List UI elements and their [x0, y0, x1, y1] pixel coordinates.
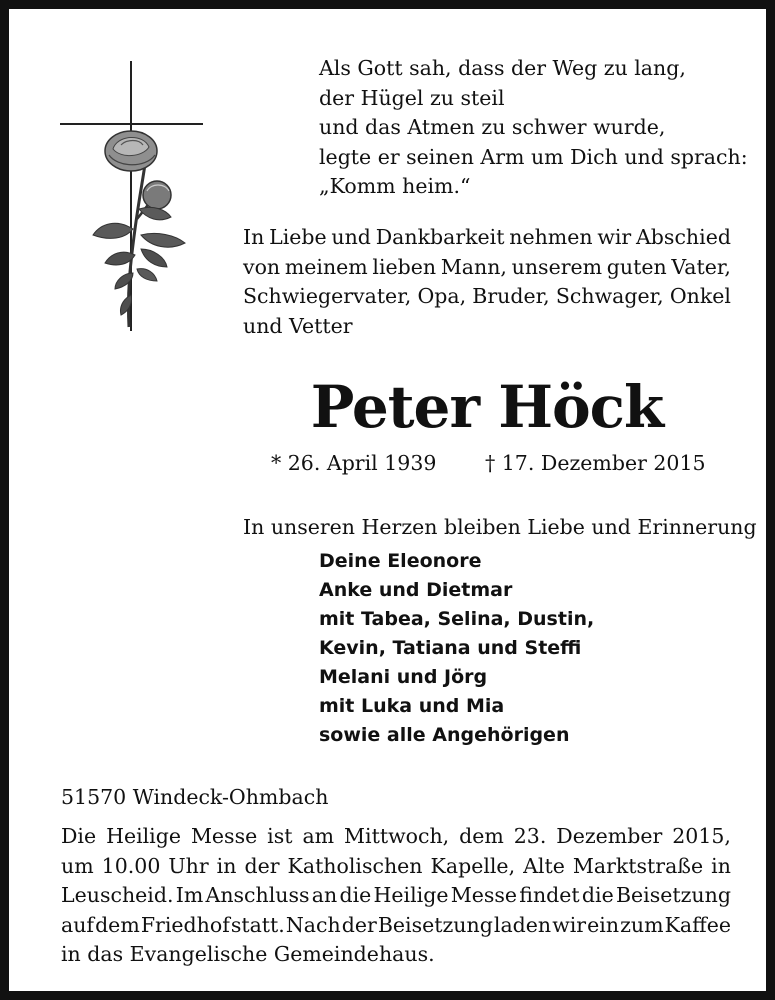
word: Schwager,	[555, 284, 664, 308]
birth-date: * 26. April 1939	[271, 451, 437, 475]
word: Marktstraße	[572, 853, 704, 878]
family-line: Anke und Dietmar	[319, 579, 513, 601]
word: Die	[61, 824, 97, 848]
place-line: 51570 Windeck-Ohmbach	[61, 785, 329, 809]
word: Kapelle,	[430, 853, 516, 878]
poem-line: der Hügel zu steil	[319, 85, 505, 110]
word: Leuscheid.	[61, 883, 174, 907]
family-line: Kevin, Tatiana und Steffi	[319, 637, 582, 659]
word: Heilige	[106, 824, 181, 848]
word: um	[61, 853, 94, 878]
word: Bruder,	[472, 284, 550, 308]
word: die	[581, 883, 614, 907]
word: Messe	[450, 883, 518, 907]
word: in	[711, 853, 731, 878]
family-line: Melani und Jörg	[319, 666, 488, 688]
word: Dankbarkeit	[375, 225, 505, 249]
intro-line	[243, 282, 731, 312]
intro-line	[243, 253, 731, 283]
word: Vater,	[671, 254, 731, 279]
word: Nach	[285, 912, 341, 937]
poem-line: legte er seinen Arm um Dich und sprach:	[319, 144, 748, 169]
family-line: mit Luka und Mia	[319, 695, 505, 717]
word: Dezember	[556, 824, 663, 848]
word: Opa,	[417, 284, 467, 308]
word: Kaffee	[664, 912, 731, 937]
word: Mittwoch,	[344, 824, 450, 848]
word: Anschluss	[205, 883, 310, 907]
word: dem	[459, 824, 504, 848]
word: meinem	[284, 254, 368, 279]
service-info	[61, 822, 731, 970]
word: nehmen	[509, 225, 593, 249]
farewell-intro	[243, 223, 731, 341]
word: laden	[493, 912, 552, 937]
service-line	[61, 881, 731, 911]
word: ein	[587, 912, 620, 937]
word: Messe	[190, 824, 258, 848]
word: Beisetzung	[377, 912, 493, 937]
word: Beisetzung	[615, 883, 731, 907]
cross-with-rose-icon	[57, 59, 207, 339]
word: unserem	[511, 254, 603, 279]
word: der	[244, 853, 280, 878]
word: Katholischen	[287, 853, 423, 878]
word: Mann,	[440, 254, 507, 279]
word: am	[302, 824, 335, 848]
word: Im	[175, 883, 204, 907]
word: Uhr	[168, 853, 209, 878]
word: und	[331, 225, 371, 249]
word: von	[243, 254, 281, 279]
intro-line: und Vetter	[243, 313, 353, 338]
poem-line: „Komm heim.“	[319, 174, 471, 198]
word: der	[341, 912, 377, 937]
word: statt.	[230, 912, 285, 937]
deceased-name: Peter Höck	[310, 373, 664, 441]
word: Schwiegervater,	[243, 284, 412, 308]
word: Abschied	[636, 225, 731, 249]
word: In	[243, 225, 265, 249]
word: die	[339, 883, 372, 907]
family-list	[319, 547, 739, 750]
word: 23.	[513, 824, 547, 848]
word: ist	[267, 824, 293, 848]
family-line: Deine Eleonore	[319, 550, 482, 572]
service-line: in das Evangelische Gemeindehaus.	[61, 942, 435, 966]
word: an	[311, 883, 338, 907]
word: 2015,	[672, 824, 731, 848]
word: Onkel	[669, 284, 731, 308]
word: zum	[620, 912, 664, 937]
word: auf	[61, 912, 95, 937]
word: wir	[552, 912, 587, 937]
word: Liebe	[269, 225, 327, 249]
word: Friedhof	[140, 912, 230, 937]
word: in	[216, 853, 237, 878]
intro-line	[243, 223, 731, 253]
word: lieben	[372, 254, 437, 279]
word: Alte	[523, 853, 565, 878]
service-line	[61, 852, 731, 882]
poem-line: und das Atmen zu schwer wurde,	[319, 115, 666, 139]
poem-line: Als Gott sah, dass der Weg zu lang,	[319, 56, 686, 80]
death-date: † 17. Dezember 2015	[485, 451, 706, 475]
word: wir	[597, 225, 632, 249]
word: guten	[606, 254, 667, 279]
memory-line: In unseren Herzen bleiben Liebe und Erinnerung	[243, 515, 757, 539]
poem	[319, 54, 759, 202]
service-line	[61, 822, 731, 852]
family-line: mit Tabea, Selina, Dustin,	[319, 608, 595, 630]
word: findet	[519, 883, 580, 907]
service-line	[61, 911, 731, 941]
word: 10.00	[101, 853, 161, 878]
word: dem	[95, 912, 140, 937]
word: Heilige	[373, 883, 449, 907]
family-line: sowie alle Angehörigen	[319, 724, 570, 746]
